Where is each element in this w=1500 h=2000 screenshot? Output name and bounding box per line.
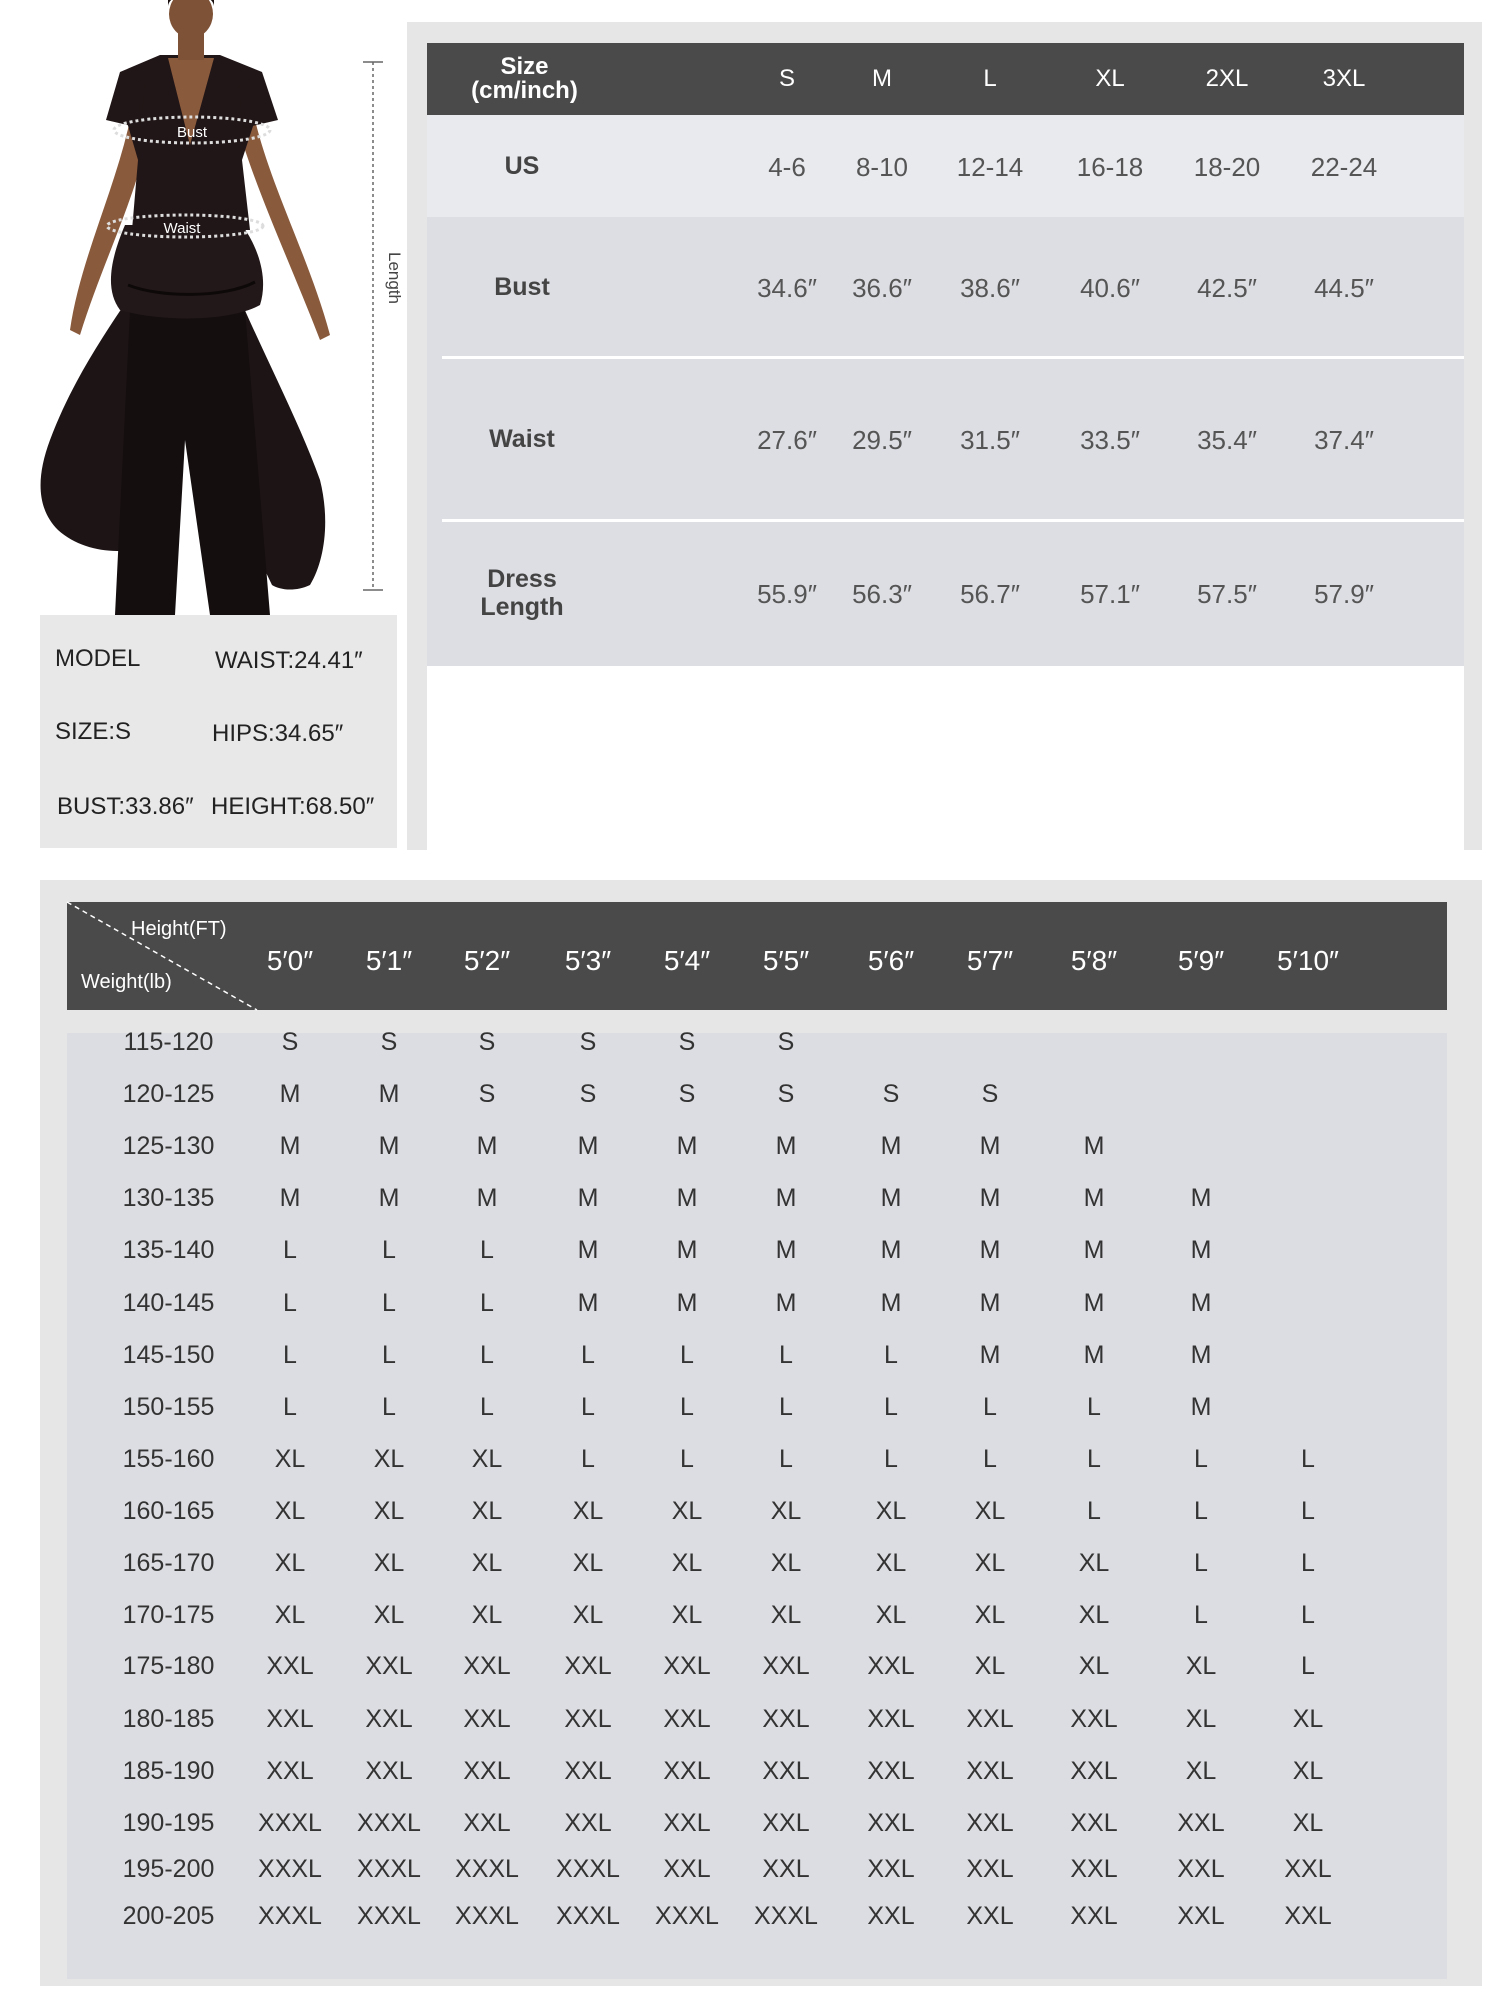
- recommended-size-cell: L: [680, 1393, 694, 1421]
- size-column-s: S: [778, 65, 795, 92]
- recommended-size-cell: XXL: [966, 1902, 1014, 1930]
- recommended-size-cell: XL: [572, 1497, 604, 1525]
- weight-range-cell: 140-145: [122, 1289, 215, 1317]
- weight-range-cell: 160-165: [122, 1497, 215, 1525]
- recommended-size-cell: M: [279, 1132, 301, 1160]
- recommended-size-cell: S: [882, 1080, 900, 1108]
- recommended-size-cell: S: [579, 1080, 597, 1108]
- recommended-size-cell: XXL: [762, 1757, 810, 1785]
- size-value-cell: 36.6″: [852, 273, 912, 303]
- recommended-size-cell: M: [775, 1132, 797, 1160]
- recommended-size-cell: L: [1301, 1652, 1315, 1680]
- recommended-size-cell: L: [480, 1289, 494, 1317]
- size-row-bust: [427, 217, 1464, 357]
- weight-axis-label: Weight(lb): [81, 971, 172, 993]
- recommended-size-cell: L: [283, 1236, 297, 1264]
- recommended-size-cell: L: [382, 1393, 396, 1421]
- height-column: 5′7″: [966, 945, 1014, 976]
- recommended-size-cell: XXXL: [258, 1902, 322, 1930]
- size-value-cell: 16-18: [1076, 152, 1144, 182]
- size-value-cell: 37.4″: [1314, 424, 1374, 455]
- recommended-size-cell: M: [979, 1289, 1001, 1317]
- recommended-size-cell: XL: [1292, 1809, 1324, 1837]
- size-recommendation-panel: [40, 880, 1482, 1986]
- model-size: SIZE:S: [55, 718, 132, 745]
- size-value-cell: 42.5″: [1197, 273, 1257, 303]
- recommended-size-cell: L: [1194, 1549, 1208, 1577]
- height-column: 5′0″: [266, 945, 314, 976]
- recommended-size-cell: XXL: [365, 1757, 413, 1785]
- recommended-size-cell: XL: [572, 1601, 604, 1629]
- weight-range-cell: 175-180: [122, 1652, 215, 1680]
- recommended-size-cell: L: [480, 1393, 494, 1421]
- recommended-size-cell: XXL: [762, 1652, 810, 1680]
- recommended-size-cell: S: [478, 1080, 496, 1108]
- recommended-size-cell: M: [676, 1289, 698, 1317]
- recommended-size-cell: XL: [974, 1601, 1006, 1629]
- weight-range-cell: 120-125: [122, 1080, 215, 1108]
- size-value-cell: 31.5″: [960, 424, 1020, 455]
- size-row-waist: [427, 357, 1464, 520]
- recommended-size-cell: XXXL: [754, 1902, 818, 1930]
- weight-range-cell: 145-150: [122, 1341, 215, 1369]
- recommended-size-cell: M: [279, 1184, 301, 1212]
- recommended-size-cell: L: [1194, 1601, 1208, 1629]
- recommended-size-cell: M: [577, 1132, 599, 1160]
- recommendation-header: [67, 902, 1447, 1010]
- recommended-size-cell: L: [680, 1445, 694, 1473]
- height-column: 5′9″: [1177, 945, 1225, 976]
- recommended-size-cell: XXL: [1070, 1809, 1118, 1837]
- size-column-2xl: 2XL: [1205, 65, 1249, 92]
- recommended-size-cell: L: [983, 1393, 997, 1421]
- recommended-size-cell: L: [581, 1393, 595, 1421]
- height-column: 5′1″: [365, 945, 413, 976]
- recommended-size-cell: XXL: [663, 1855, 711, 1883]
- recommended-size-cell: L: [1301, 1601, 1315, 1629]
- row-label-dress-length: Dress Length: [480, 565, 564, 621]
- recommended-size-cell: L: [283, 1393, 297, 1421]
- recommended-size-cell: M: [1083, 1341, 1105, 1369]
- recommended-size-cell: XXL: [1177, 1902, 1225, 1930]
- size-value-cell: 8-10: [855, 152, 909, 182]
- recommended-size-cell: XXL: [1070, 1902, 1118, 1930]
- recommended-size-cell: XXL: [564, 1757, 612, 1785]
- size-value-cell: 18-20: [1193, 152, 1261, 182]
- recommended-size-cell: M: [979, 1341, 1001, 1369]
- recommended-size-cell: XL: [1185, 1757, 1217, 1785]
- weight-range-cell: 115-120: [123, 1028, 214, 1056]
- height-axis-label: Height(FT): [131, 918, 227, 940]
- recommended-size-cell: XL: [274, 1497, 306, 1525]
- weight-range-cell: 155-160: [122, 1445, 215, 1473]
- size-header-label: Size (cm/inch): [471, 53, 578, 104]
- recommended-size-cell: L: [1301, 1497, 1315, 1525]
- recommended-size-cell: M: [880, 1132, 902, 1160]
- recommended-size-cell: XXXL: [556, 1902, 620, 1930]
- recommended-size-cell: XXL: [463, 1705, 511, 1733]
- recommended-size-cell: XL: [572, 1549, 604, 1577]
- recommended-size-cell: L: [480, 1341, 494, 1369]
- height-column: 5′8″: [1070, 945, 1118, 976]
- recommended-size-cell: M: [476, 1184, 498, 1212]
- row-label-waist: Waist: [489, 424, 555, 453]
- recommended-size-cell: XXXL: [655, 1902, 719, 1930]
- model-dress-image: [10, 0, 404, 615]
- recommended-size-cell: M: [1083, 1289, 1105, 1317]
- recommended-size-cell: M: [378, 1132, 400, 1160]
- recommended-size-cell: XL: [974, 1549, 1006, 1577]
- row-separator: [442, 519, 1464, 522]
- recommended-size-cell: XXL: [564, 1809, 612, 1837]
- model-height: HEIGHT:68.50″: [211, 793, 375, 820]
- length-tag: Length: [385, 252, 404, 304]
- recommended-size-cell: XXL: [663, 1705, 711, 1733]
- recommended-size-cell: M: [1190, 1236, 1212, 1264]
- recommended-size-cell: M: [775, 1236, 797, 1264]
- recommended-size-cell: XXXL: [357, 1855, 421, 1883]
- size-chart-header: [427, 43, 1464, 115]
- recommended-size-cell: L: [581, 1445, 595, 1473]
- size-column-3xl: 3XL: [1322, 65, 1366, 92]
- recommended-size-cell: XXL: [365, 1705, 413, 1733]
- recommended-size-cell: L: [983, 1445, 997, 1473]
- recommended-size-cell: XL: [471, 1497, 503, 1525]
- recommended-size-cell: XXL: [266, 1757, 314, 1785]
- recommended-size-cell: M: [1083, 1236, 1105, 1264]
- recommended-size-cell: S: [579, 1028, 597, 1056]
- recommended-size-cell: L: [382, 1289, 396, 1317]
- weight-range-cell: 165-170: [122, 1549, 215, 1577]
- recommended-size-cell: XL: [373, 1601, 405, 1629]
- recommended-size-cell: XXL: [564, 1652, 612, 1680]
- recommended-size-cell: M: [378, 1080, 400, 1108]
- recommended-size-cell: M: [1190, 1184, 1212, 1212]
- recommended-size-cell: XL: [471, 1445, 503, 1473]
- recommended-size-cell: M: [979, 1132, 1001, 1160]
- recommended-size-cell: XXL: [1070, 1855, 1118, 1883]
- recommended-size-cell: XXL: [867, 1652, 915, 1680]
- recommended-size-cell: XL: [875, 1497, 907, 1525]
- recommended-size-cell: L: [1087, 1497, 1101, 1525]
- recommended-size-cell: M: [279, 1080, 301, 1108]
- recommended-size-cell: M: [880, 1289, 902, 1317]
- recommended-size-cell: XL: [274, 1601, 306, 1629]
- recommended-size-cell: XXL: [867, 1757, 915, 1785]
- recommended-size-cell: M: [1190, 1289, 1212, 1317]
- recommended-size-cell: XXL: [966, 1757, 1014, 1785]
- recommended-size-cell: XXXL: [357, 1902, 421, 1930]
- recommended-size-cell: XXL: [463, 1757, 511, 1785]
- recommended-size-cell: XL: [1292, 1757, 1324, 1785]
- recommended-size-cell: XL: [1185, 1705, 1217, 1733]
- recommended-size-cell: M: [979, 1184, 1001, 1212]
- recommended-size-cell: XL: [875, 1549, 907, 1577]
- recommended-size-cell: XL: [671, 1549, 703, 1577]
- recommended-size-cell: XXXL: [455, 1902, 519, 1930]
- recommended-size-cell: XXL: [463, 1809, 511, 1837]
- recommended-size-cell: XL: [373, 1549, 405, 1577]
- recommended-size-cell: S: [678, 1028, 696, 1056]
- size-value-cell: 35.4″: [1197, 424, 1257, 455]
- recommended-size-cell: S: [777, 1080, 795, 1108]
- recommended-size-cell: S: [478, 1028, 496, 1056]
- recommended-size-cell: M: [1190, 1341, 1212, 1369]
- size-value-cell: 29.5″: [852, 424, 912, 455]
- recommended-size-cell: XXL: [762, 1855, 810, 1883]
- recommended-size-cell: M: [979, 1236, 1001, 1264]
- recommended-size-cell: M: [577, 1289, 599, 1317]
- recommended-size-cell: XXL: [365, 1652, 413, 1680]
- recommended-size-cell: M: [1190, 1393, 1212, 1421]
- recommended-size-cell: XL: [875, 1601, 907, 1629]
- model-hips: HIPS:34.65″: [212, 720, 344, 747]
- recommended-size-cell: XL: [770, 1549, 802, 1577]
- recommended-size-cell: XXL: [1070, 1757, 1118, 1785]
- recommended-size-cell: XXL: [966, 1705, 1014, 1733]
- recommended-size-cell: L: [480, 1236, 494, 1264]
- recommended-size-cell: XXL: [1284, 1855, 1332, 1883]
- recommended-size-cell: XXL: [266, 1705, 314, 1733]
- recommended-size-cell: XXL: [867, 1902, 915, 1930]
- weight-range-cell: 190-195: [122, 1809, 215, 1837]
- size-value-cell: 33.5″: [1080, 424, 1140, 455]
- recommended-size-cell: XL: [373, 1445, 405, 1473]
- recommended-size-cell: M: [880, 1236, 902, 1264]
- height-column: 5′4″: [663, 945, 711, 976]
- recommended-size-cell: L: [884, 1445, 898, 1473]
- recommended-size-cell: XXL: [966, 1809, 1014, 1837]
- recommended-size-cell: XXL: [867, 1809, 915, 1837]
- model-waist: WAIST:24.41″: [215, 647, 363, 674]
- recommended-size-cell: XXL: [1177, 1809, 1225, 1837]
- recommended-size-cell: L: [1087, 1445, 1101, 1473]
- recommended-size-cell: L: [680, 1341, 694, 1369]
- size-chart-table: [427, 43, 1464, 850]
- recommended-size-cell: S: [777, 1028, 795, 1056]
- row-separator: [442, 356, 1464, 359]
- size-value-cell: 57.9″: [1314, 579, 1374, 609]
- recommended-size-cell: XL: [373, 1497, 405, 1525]
- size-value-cell: 56.3″: [852, 579, 912, 609]
- recommended-size-cell: L: [1301, 1549, 1315, 1577]
- recommended-size-cell: L: [1087, 1393, 1101, 1421]
- recommended-size-cell: XL: [974, 1497, 1006, 1525]
- recommended-size-cell: XXL: [663, 1757, 711, 1785]
- recommended-size-cell: XXL: [564, 1705, 612, 1733]
- recommended-size-cell: M: [1083, 1184, 1105, 1212]
- recommended-size-cell: XXL: [266, 1652, 314, 1680]
- recommended-size-cell: XXL: [966, 1855, 1014, 1883]
- model-bust: BUST:33.86″: [57, 793, 194, 820]
- model-measurements-box: [40, 615, 397, 848]
- recommended-size-cell: XXXL: [455, 1855, 519, 1883]
- recommended-size-cell: XL: [671, 1601, 703, 1629]
- row-label-us: US: [504, 152, 540, 180]
- recommended-size-cell: M: [577, 1236, 599, 1264]
- recommended-size-cell: XL: [671, 1497, 703, 1525]
- recommended-size-cell: L: [884, 1393, 898, 1421]
- size-row-dress-length: [427, 520, 1464, 666]
- recommended-size-cell: XL: [1078, 1601, 1110, 1629]
- height-column: 5′5″: [762, 945, 810, 976]
- recommended-size-cell: S: [678, 1080, 696, 1108]
- recommended-size-cell: S: [281, 1028, 299, 1056]
- recommended-size-cell: L: [382, 1341, 396, 1369]
- recommended-size-cell: M: [676, 1236, 698, 1264]
- recommended-size-cell: L: [1194, 1445, 1208, 1473]
- size-column-l: L: [983, 65, 997, 92]
- size-row-us: [427, 115, 1464, 217]
- recommended-size-cell: L: [283, 1341, 297, 1369]
- size-chart-panel: [407, 22, 1482, 850]
- height-column: 5′10″: [1277, 945, 1339, 976]
- recommended-size-cell: XXXL: [258, 1809, 322, 1837]
- recommended-size-cell: XXL: [867, 1705, 915, 1733]
- recommended-size-cell: L: [1194, 1497, 1208, 1525]
- size-value-cell: 57.1″: [1080, 579, 1140, 609]
- recommended-size-cell: XL: [274, 1549, 306, 1577]
- recommended-size-cell: XL: [1292, 1705, 1324, 1733]
- recommended-size-cell: XL: [770, 1497, 802, 1525]
- recommended-size-cell: L: [1301, 1445, 1315, 1473]
- weight-range-cell: 180-185: [122, 1705, 215, 1733]
- recommended-size-cell: L: [884, 1341, 898, 1369]
- recommended-size-cell: XXXL: [556, 1855, 620, 1883]
- size-value-cell: 56.7″: [960, 579, 1020, 609]
- model-figure-illustration: [10, 0, 404, 615]
- size-value-cell: 34.6″: [757, 273, 817, 303]
- recommended-size-cell: L: [382, 1236, 396, 1264]
- weight-range-cell: 135-140: [122, 1236, 215, 1264]
- recommended-size-cell: M: [676, 1132, 698, 1160]
- recommended-size-cell: M: [775, 1289, 797, 1317]
- recommended-size-cell: XXL: [867, 1855, 915, 1883]
- recommended-size-cell: L: [779, 1341, 793, 1369]
- recommended-size-cell: L: [581, 1341, 595, 1369]
- weight-range-cell: 130-135: [122, 1184, 215, 1212]
- recommended-size-cell: XL: [1078, 1549, 1110, 1577]
- recommended-size-cell: L: [283, 1289, 297, 1317]
- weight-range-cell: 200-205: [122, 1902, 215, 1930]
- weight-range-cell: 170-175: [122, 1601, 215, 1629]
- recommended-size-cell: XL: [1185, 1652, 1217, 1680]
- size-value-cell: 4-6: [768, 152, 806, 182]
- recommended-size-cell: XXL: [1177, 1855, 1225, 1883]
- recommended-size-cell: M: [1083, 1132, 1105, 1160]
- weight-range-cell: 195-200: [122, 1855, 215, 1883]
- size-value-cell: 44.5″: [1314, 273, 1374, 303]
- recommendation-body: [67, 1028, 1447, 1979]
- recommended-size-cell: XXL: [762, 1705, 810, 1733]
- recommended-size-cell: L: [779, 1393, 793, 1421]
- size-value-cell: 55.9″: [757, 579, 817, 609]
- recommended-size-cell: M: [676, 1184, 698, 1212]
- recommended-size-cell: XXL: [762, 1809, 810, 1837]
- recommended-size-cell: XL: [274, 1445, 306, 1473]
- recommended-size-cell: XL: [770, 1601, 802, 1629]
- recommended-size-cell: M: [378, 1184, 400, 1212]
- size-value-cell: 40.6″: [1080, 273, 1140, 303]
- recommended-size-cell: M: [577, 1184, 599, 1212]
- size-value-cell: 12-14: [956, 152, 1024, 182]
- size-column-xl: XL: [1095, 65, 1125, 92]
- size-value-cell: 22-24: [1310, 152, 1378, 182]
- recommended-size-cell: M: [880, 1184, 902, 1212]
- recommended-size-cell: M: [775, 1184, 797, 1212]
- height-column: 5′2″: [463, 945, 511, 976]
- recommended-size-cell: XL: [471, 1601, 503, 1629]
- weight-range-cell: 185-190: [122, 1757, 215, 1785]
- recommended-size-cell: XXL: [663, 1809, 711, 1837]
- size-value-cell: 27.6″: [757, 424, 817, 455]
- recommended-size-cell: XL: [974, 1652, 1006, 1680]
- bust-tag: Bust: [176, 124, 208, 141]
- model-label: MODEL: [55, 645, 141, 672]
- weight-range-cell: 150-155: [122, 1393, 215, 1421]
- recommended-size-cell: S: [981, 1080, 999, 1108]
- height-column: 5′6″: [867, 945, 915, 976]
- size-column-m: M: [872, 65, 892, 92]
- recommended-size-cell: XXL: [1284, 1902, 1332, 1930]
- recommended-size-cell: XXL: [1070, 1705, 1118, 1733]
- size-value-cell: 57.5″: [1197, 579, 1257, 609]
- recommended-size-cell: XL: [1078, 1652, 1110, 1680]
- row-label-bust: Bust: [494, 273, 550, 301]
- recommended-size-cell: L: [779, 1445, 793, 1473]
- recommended-size-cell: XXL: [663, 1652, 711, 1680]
- recommended-size-cell: M: [476, 1132, 498, 1160]
- recommended-size-cell: XL: [471, 1549, 503, 1577]
- recommended-size-cell: S: [380, 1028, 398, 1056]
- recommended-size-cell: XXXL: [258, 1855, 322, 1883]
- height-column: 5′3″: [564, 945, 612, 976]
- size-value-cell: 38.6″: [960, 273, 1020, 303]
- weight-range-cell: 125-130: [122, 1132, 215, 1160]
- waist-tag: Waist: [163, 220, 201, 237]
- recommended-size-cell: XXL: [463, 1652, 511, 1680]
- recommended-size-cell: XXXL: [357, 1809, 421, 1837]
